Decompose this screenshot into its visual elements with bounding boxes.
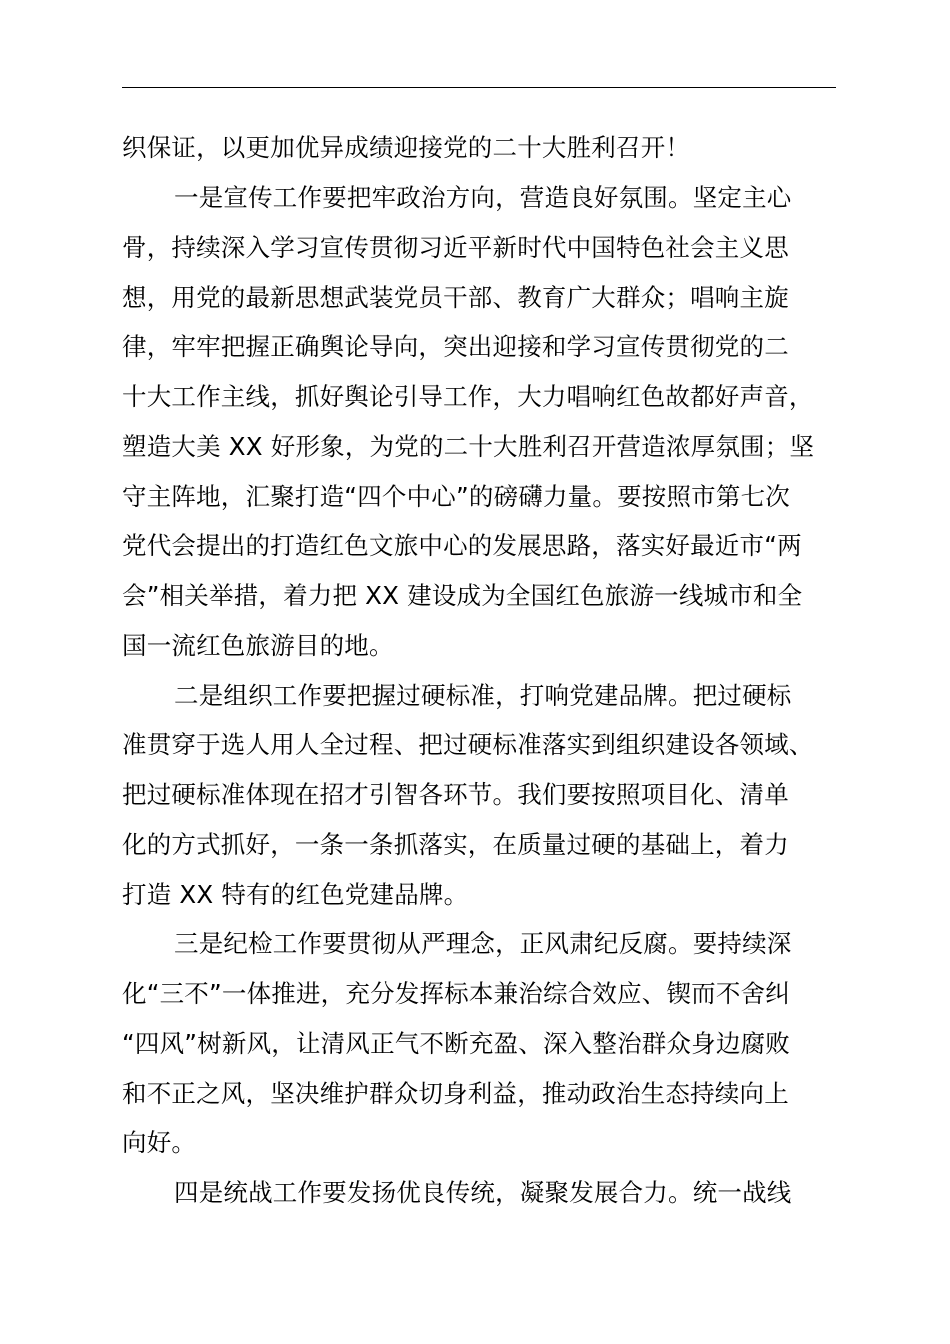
text-line: 想，用党的最新思想武装党员干部、教育广大群众；唱响主旋 [122,283,789,312]
text-line: 化“三不”一体推进，充分发挥标本兼治综合效应、锲而不舍纠 [122,979,790,1008]
text-line: 十大工作主线，抓好舆论引导工作，大力唱响红色故都好声音， [122,382,814,411]
text-line: 塑造大美 XX 好形象，为党的二十大胜利召开营造浓厚氛围；坚 [122,432,815,461]
text-line: 会”相关举措，着力把 XX 建设成为全国红色旅游一线城市和全 [122,581,803,610]
text-line: 准贯穿于选人用人全过程、把过硬标准落实到组织建设各领域、 [122,730,814,759]
paragraph-first-line: 三是纪检工作要贯彻从严理念，正风肃纪反腐。要持续深 [174,929,792,958]
text-line: 骨，持续深入学习宣传贯彻习近平新时代中国特色社会主义思 [122,233,789,262]
text-line: 和不正之风，坚决维护群众切身利益，推动政治生态持续向上 [122,1079,789,1108]
text-line: 织保证，以更加优异成绩迎接党的二十大胜利召开！ [122,133,691,162]
text-line: 化的方式抓好，一条一条抓落实，在质量过硬的基础上，着力 [122,830,789,859]
text-line: 打造 XX 特有的红色党建品牌。 [122,880,469,909]
text-line: 向好。 [122,1128,197,1157]
text-line: “四风”树新风，让清风正气不断充盈、深入整治群众身边腐败 [122,1029,790,1058]
text-line: 把过硬标准体现在招才引智各环节。我们要按照项目化、清单 [122,780,789,809]
paragraph-first-line: 二是组织工作要把握过硬标准，打响党建品牌。把过硬标 [174,681,792,710]
text-line: 国一流红色旅游目的地。 [122,631,394,660]
text-line: 守主阵地，汇聚打造“四个中心”的磅礴力量。要按照市第七次 [122,482,790,511]
text-line: 律，牢牢把握正确舆论导向，突出迎接和学习宣传贯彻党的二 [122,332,789,361]
paragraph-first-line: 一是宣传工作要把牢政治方向，营造良好氛围。坚定主心 [174,183,792,212]
header-rule [122,87,836,88]
paragraph-first-line: 四是统战工作要发扬优良传统，凝聚发展合力。统一战线 [174,1178,792,1207]
text-line: 党代会提出的打造红色文旅中心的发展思路，落实好最近市“两 [122,531,802,560]
